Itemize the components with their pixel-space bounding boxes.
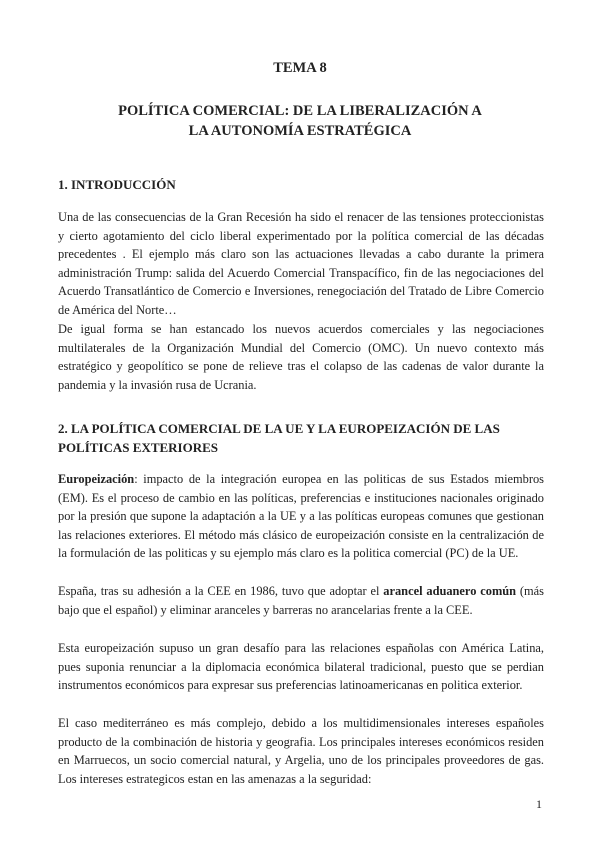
section-heading-trade-policy: 2. LA POLÍTICA COMERCIAL DE LA UE Y LA EUROPEIZACIÓN DE LAS POLÍTICAS EXTERIORES <box>58 421 500 455</box>
spain-text-before: España, tras su adhesión a la CEE en 1986, tuvo que adoptar el <box>58 584 384 598</box>
paragraph-europeanization <box>58 470 544 563</box>
paragraph-spain-cee <box>58 582 544 619</box>
title-line-2: LA AUTONOMÍA ESTRATÉGICA <box>188 123 412 139</box>
paragraph-intro-2: De igual forma se han estancado los nuevos acuerdos comerciales y las negociaciones multilaterales de la Organización Mundial del Comercio (OMC). Un nuevo contexto más estratégico y geopolítico se pone de relieve tras el colapso de las cadenas de valor durante la pandemia y la invasión rusa de Ucrania. <box>58 322 544 392</box>
paragraph-intro-1: Una de las consecuencias de la Gran Recesión ha sido el renacer de las tensiones proteccionistas y cierto agotamiento del ciclo liberal experimentado por la política comercial de las décadas precedentes . El ejemplo más claro son las actuaciones llevadas a cabo durante la primera administración Trump: salida del Acuerdo Comercial Transpacífico, fin de las negociaciones del Acuerdo Transatlántico de Comercio e Inversiones, renegociación del Tratado de Libre Comercio de América del Norte… <box>58 210 544 317</box>
page-number: 1 <box>536 797 542 811</box>
document-title <box>0 101 600 141</box>
spain-text-after: (más bajo que el español) y eliminar aranceles y barreras no arancelarias frente a la CEE. <box>58 584 544 617</box>
title-line-1: POLÍTICA COMERCIAL: DE LA LIBERALIZACIÓN A <box>118 103 482 119</box>
paragraph-latin-america: Esta europeización supuso un gran desafío para las relaciones españolas con América Latina, pues suponia renunciar a la diplomacia económica bilateral tradicional, puesto que se perdian instrumentos económicos para expresar sus preferencias latinoamericanas en politica exterior. <box>58 641 544 693</box>
paragraph-mediterranean: El caso mediterráneo es más complejo, debido a los multidimensionales intereses españoles producto de la combinación de historia y geografia. Los principales intereses económicos residen en Marruecos, un socio comercial natural, y Argelia, uno de los principales proveedores de gas. Los intereses estrategicos estan en las amenazas a la seguridad: <box>58 716 544 786</box>
topic-label: TEMA 8 <box>273 60 327 76</box>
europeanization-definition: : impacto de la integración europea en las politicas de sus Estados miembros (EM). Es el proceso de cambio en las políticas, preferencias e instituciones nacionales originado por la presión que supone la adaptación a la UE y a las políticas europeas comunes que gestionan las relaciones exteriores. El método más clásico de europeización consiste en la centralización de la formulación de las politicas y su ejemplo más claro es la politica comercial (PC) de la UE. <box>58 472 544 561</box>
term-arancel-aduanero: arancel aduanero común <box>383 584 517 598</box>
term-europeizacion: Europeización <box>58 472 135 486</box>
section-heading-introduction: 1. INTRODUCCIÓN <box>58 177 176 192</box>
